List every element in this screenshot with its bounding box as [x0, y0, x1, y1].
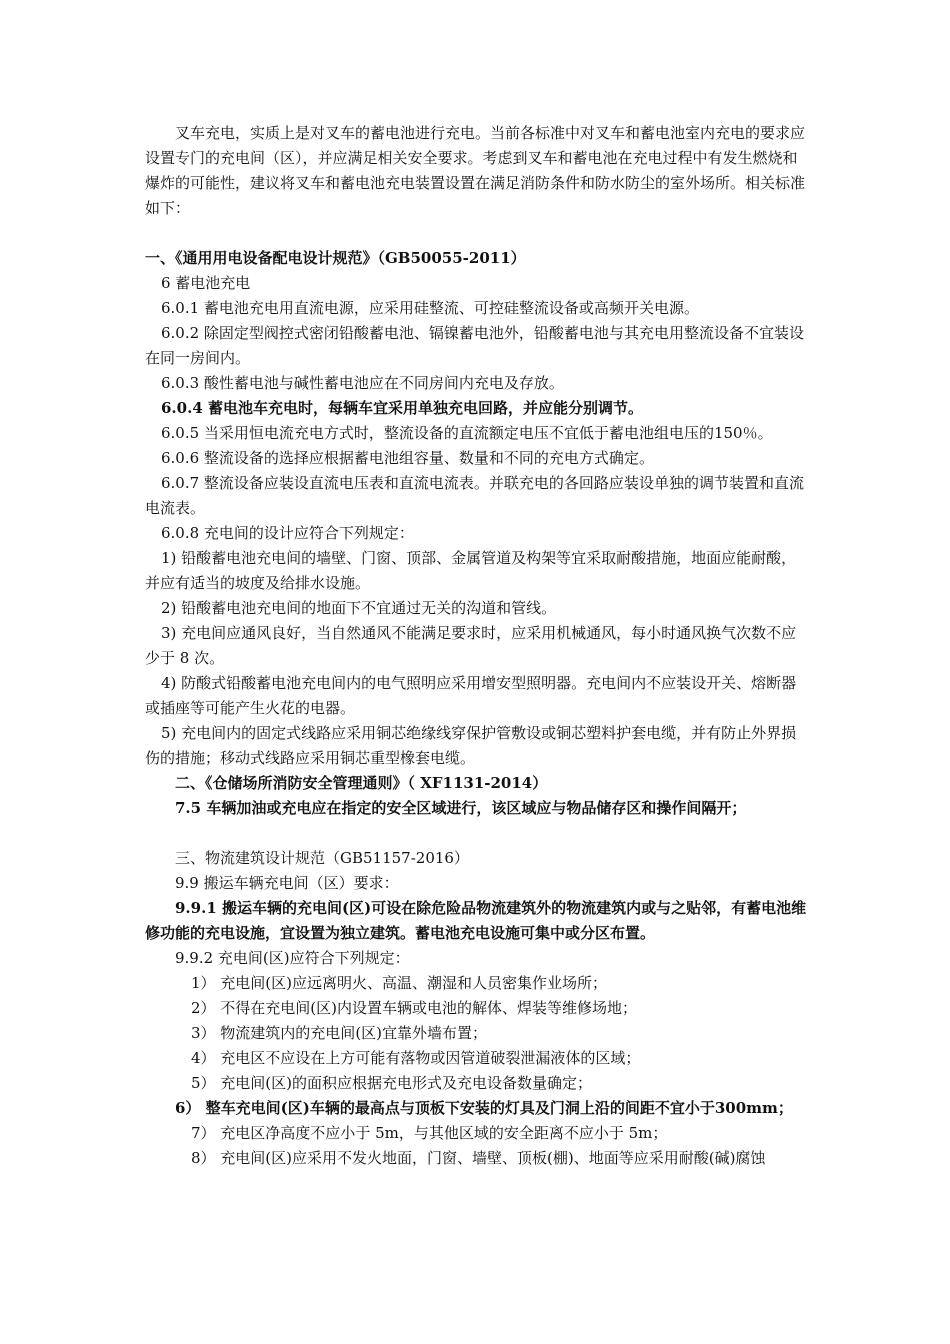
rule-2: 2) 铅酸蓄电池充电间的地面下不宜通过无关的沟道和管线。: [161, 599, 557, 617]
section-1-subheading: 6 蓄电池充电: [161, 274, 251, 292]
clause-6-0-5: 6.0.5 当采用恒电流充电方式时，整流设备的直流额定电压不宜低于蓄电池组电压的150％。: [161, 424, 773, 442]
list-item-4: 4） 充电区不应设在上方可能有落物或因管道破裂泄漏液体的区域；: [191, 1049, 641, 1067]
clause-6-0-3: 6.0.3 酸性蓄电池与碱性蓄电池应在不同房间内充电及存放。: [161, 374, 564, 392]
document-body: [145, 121, 808, 1171]
list-item-8: 8） 充电间(区)应采用不发火地面，门窗、墙壁、顶板(棚)、地面等应采用耐酸(碱)腐蚀: [191, 1149, 766, 1167]
list-item-5: 5） 充电间(区)的面积应根据充电形式及充电设备数量确定；: [191, 1074, 593, 1092]
list-item-6: 6） 整车充电间(区)车辆的最高点与顶板下安装的灯具及门洞上沿的间距不宜小于300mm；: [175, 1099, 793, 1117]
section-2-heading: 二、《仓储场所消防安全管理通则》（ XF1131-2014）: [175, 774, 548, 792]
section-1-heading: 一、《通用用电设备配电设计规范》（GB50055-2011）: [145, 249, 526, 267]
clause-7-5: 7.5 车辆加油或充电应在指定的安全区域进行，该区域应与物品储存区和操作间隔开；: [175, 799, 747, 817]
section-3-subheading: 9.9 搬运车辆充电间（区）要求：: [175, 874, 399, 892]
rule-1: 1) 铅酸蓄电池充电间的墙壁、门窗、顶部、金属管道及构架等宜采取耐酸措施，地面应能耐酸，并应有适当的坡度及给排水设施。: [145, 549, 797, 592]
section-3-heading: 三、物流建筑设计规范（GB51157-2016）: [175, 849, 469, 867]
clause-6-0-7: 6.0.7 整流设备应装设直流电压表和直流电流表。并联充电的各回路应装设单独的调节装置和直流电流表。: [145, 474, 804, 517]
list-item-3: 3） 物流建筑内的充电间(区)宜靠外墙布置；: [191, 1024, 488, 1042]
rule-5: 5) 充电间内的固定式线路应采用铜芯绝缘线穿保护管敷设或铜芯塑料护套电缆，并有防止外界损伤的措施；移动式线路应采用铜芯重型橡套电缆。: [145, 724, 797, 767]
clause-6-0-2: 6.0.2 除固定型阀控式密闭铅酸蓄电池、镉镍蓄电池外，铅酸蓄电池与其充电用整流设备不宜装设在同一房间内。: [145, 324, 804, 367]
list-item-2: 2） 不得在充电间(区)内设置车辆或电池的解体、焊装等维修场地；: [191, 999, 638, 1017]
clause-6-0-1: 6.0.1 蓄电池充电用直流电源，应采用硅整流、可控硅整流设备或高频开关电源。: [161, 299, 699, 317]
clause-6-0-4: 6.0.4 蓄电池车充电时，每辆车宜采用单独充电回路，并应能分别调节。: [161, 399, 643, 417]
list-item-1: 1） 充电间(区)应远离明火、高温、潮湿和人员密集作业场所；: [191, 974, 608, 992]
clause-9-9-2: 9.9.2 充电间(区)应符合下列规定：: [175, 949, 410, 967]
list-item-7: 7） 充电区净高度不应小于 5m，与其他区域的安全距离不应小于 5m；: [191, 1124, 668, 1142]
clause-6-0-8: 6.0.8 充电间的设计应符合下列规定：: [161, 524, 414, 542]
clause-6-0-6: 6.0.6 整流设备的选择应根据蓄电池组容量、数量和不同的充电方式确定。: [161, 449, 654, 467]
rule-4: 4) 防酸式铅酸蓄电池充电间内的电气照明应采用增安型照明器。充电间内不应装设开关、熔断器或插座等可能产生火花的电器。: [145, 674, 797, 717]
clause-9-9-1: 9.9.1 搬运车辆的充电间(区)可设在除危险品物流建筑外的物流建筑内或与之贴邻，有蓄电池维修功能的充电设施，宜设置为独立建筑。蓄电池充电设施可集中或分区布置。: [145, 899, 807, 942]
intro-paragraph: 叉车充电，实质上是对叉车的蓄电池进行充电。当前各标准中对叉车和蓄电池室内充电的要求应设置专门的充电间（区），并应满足相关安全要求。考虑到叉车和蓄电池在充电过程中有发生燃烧和爆炸的可能性，建议将叉车和蓄电池充电装置设置在满足消防条件和防水防尘的室外场所。相关标准如下：: [145, 124, 806, 217]
rule-3: 3) 充电间应通风良好，当自然通风不能满足要求时，应采用机械通风，每小时通风换气次数不应少于 8 次。: [145, 624, 797, 667]
